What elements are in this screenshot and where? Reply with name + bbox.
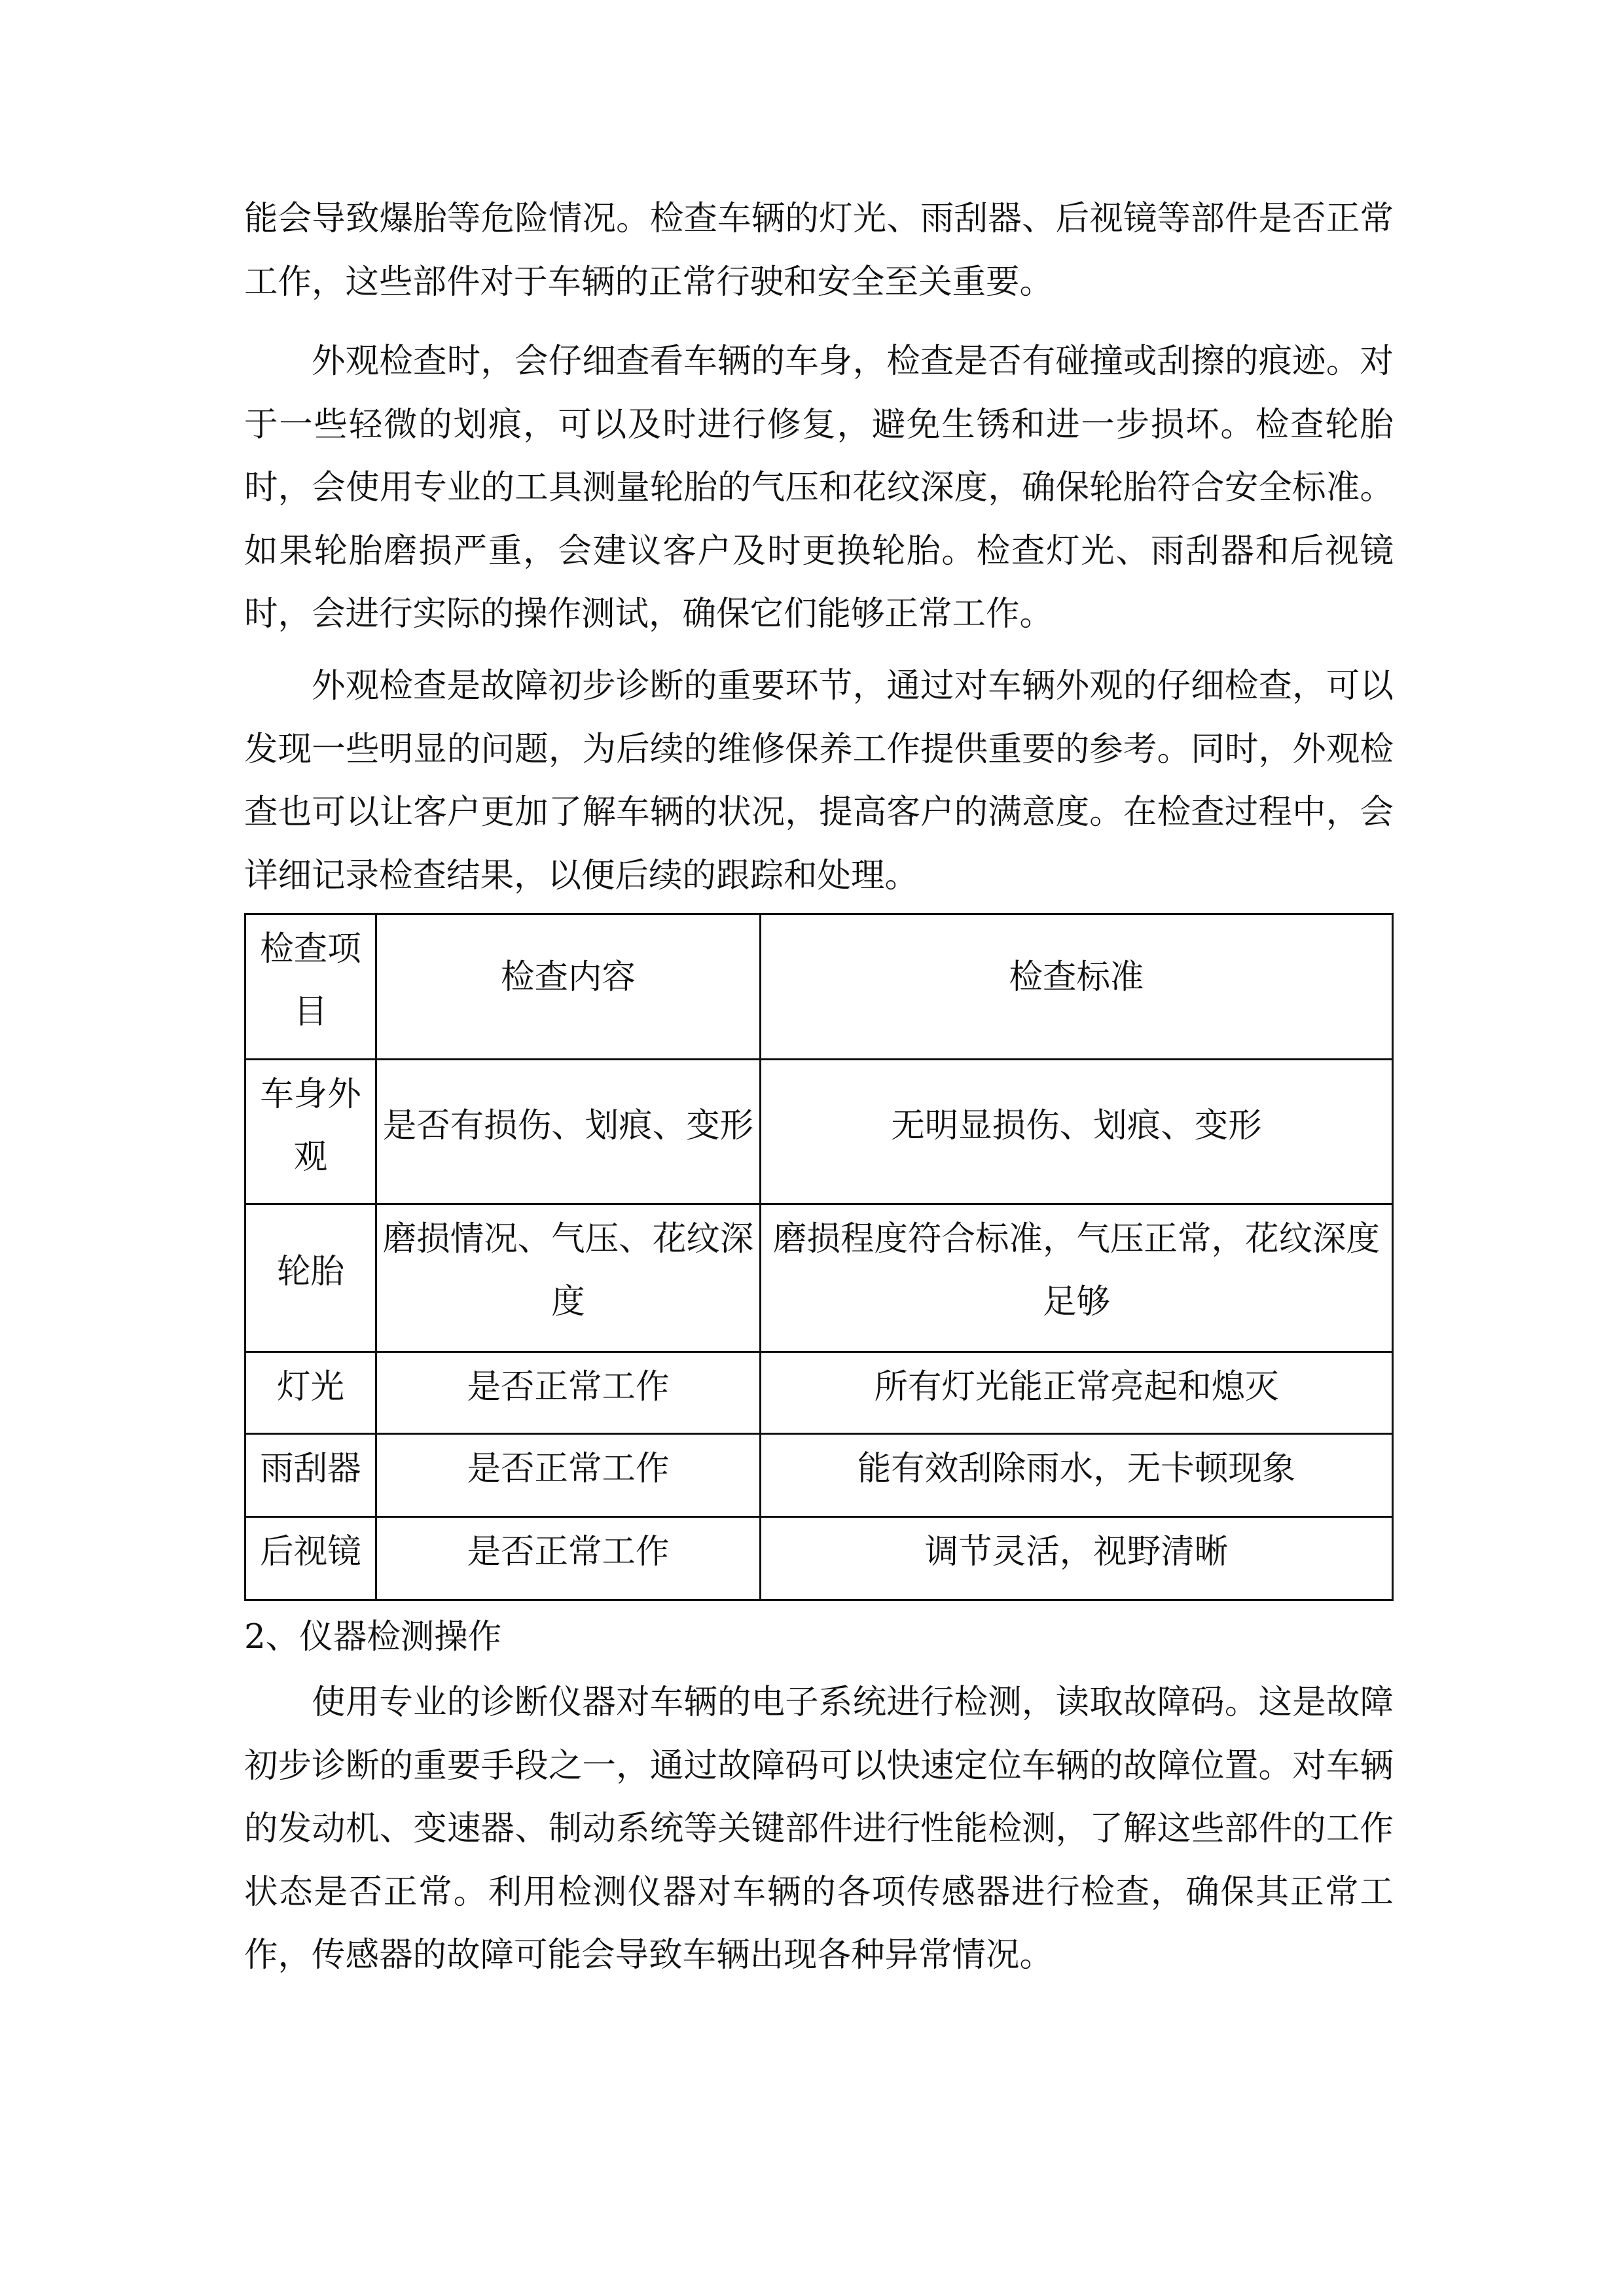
cell-item xyxy=(245,1204,376,1352)
cell-item xyxy=(245,1517,376,1600)
paragraph-continuation xyxy=(244,187,1394,314)
cell-content xyxy=(376,1060,761,1204)
table-row xyxy=(245,1434,1393,1517)
cell-content xyxy=(376,1204,761,1352)
cell-item xyxy=(245,1352,376,1434)
cell-text: 所有灯光能正常亮起和熄灭 xyxy=(874,1367,1279,1407)
cell-text: 后视镜 xyxy=(260,1532,361,1571)
section-heading-text: 2、仪器检测操作 xyxy=(244,1617,502,1657)
paragraph-text: 能会导致爆胎等危险情况。检查车辆的灯光、雨刮器、后视镜等部件是否正常工作，这些部件对于车辆的正常行驶和安全至关重要。 xyxy=(244,199,1394,302)
cell-text: 能有效刮除雨水，无卡顿现象 xyxy=(857,1449,1296,1488)
header-cell-standard xyxy=(761,914,1393,1060)
cell-text: 灯光 xyxy=(276,1367,344,1407)
cell-standard xyxy=(761,1060,1393,1204)
header-label: 检查项目 xyxy=(260,929,361,1031)
cell-content xyxy=(376,1352,761,1434)
paragraph-text: 外观检查是故障初步诊断的重要环节，通过对车辆外观的仔细检查，可以发现一些明显的问题，为后续的维修保养工作提供重要的参考。同时，外观检查也可以让客户更加了解车辆的状况，提高客户的满意度。在检查过程中，会详细记录检查结果，以便后续的跟踪和处理。 xyxy=(244,666,1394,895)
table-row xyxy=(245,1060,1393,1204)
header-label: 检查标准 xyxy=(1009,957,1144,997)
header-cell-content xyxy=(376,914,761,1060)
header-cell-item xyxy=(245,914,376,1060)
cell-text: 调节灵活，视野清晰 xyxy=(924,1532,1229,1571)
paragraph-instrument-check xyxy=(244,1671,1394,1987)
cell-text: 磨损情况、气压、花纹深度 xyxy=(382,1219,754,1321)
paragraph-text: 外观检查时，会仔细查看车辆的车身，检查是否有碰撞或刮擦的痕迹。对于一些轻微的划痕，可以及时进行修复，避免生锈和进一步损坏。检查轮胎时，会使用专业的工具测量轮胎的气压和花纹深度，确保轮胎符合安全标准。如果轮胎磨损严重，会建议客户及时更换轮胎。检查灯光、雨刮器和后视镜时，会进行实际的操作测试，确保它们能够正常工作。 xyxy=(244,342,1394,634)
cell-standard xyxy=(761,1517,1393,1600)
cell-text: 是否正常工作 xyxy=(467,1449,670,1488)
cell-text: 是否正常工作 xyxy=(467,1532,670,1571)
inspection-table xyxy=(244,913,1394,1601)
paragraph-exterior-check xyxy=(244,330,1394,646)
cell-content xyxy=(376,1434,761,1517)
cell-text: 是否有损伤、划痕、变形 xyxy=(382,1106,754,1145)
table-row xyxy=(245,1517,1393,1600)
table-row xyxy=(245,1204,1393,1352)
cell-content xyxy=(376,1517,761,1600)
cell-standard xyxy=(761,1204,1393,1352)
cell-item xyxy=(245,1434,376,1517)
paragraph-text: 使用专业的诊断仪器对车辆的电子系统进行检测，读取故障码。这是故障初步诊断的重要手段之一，通过故障码可以快速定位车辆的故障位置。对车辆的发动机、变速器、制动系统等关键部件进行性能检测，了解这些部件的工作状态是否正常。利用检测仪器对车辆的各项传感器进行检查，确保其正常工作，传感器的故障可能会导致车辆出现各种异常情况。 xyxy=(244,1683,1394,1975)
section-heading xyxy=(244,1605,1394,1669)
table-header-row xyxy=(245,914,1393,1060)
cell-standard xyxy=(761,1434,1393,1517)
cell-text: 磨损程度符合标准，气压正常，花纹深度足够 xyxy=(772,1219,1380,1321)
header-label: 检查内容 xyxy=(500,957,636,997)
cell-item xyxy=(245,1060,376,1204)
cell-text: 雨刮器 xyxy=(260,1449,361,1488)
cell-standard xyxy=(761,1352,1393,1434)
cell-text: 无明显损伤、划痕、变形 xyxy=(891,1106,1262,1145)
cell-text: 是否正常工作 xyxy=(467,1367,670,1407)
paragraph-exterior-importance xyxy=(244,655,1394,907)
cell-text: 车身外观 xyxy=(260,1075,361,1177)
table-row xyxy=(245,1352,1393,1434)
cell-text: 轮胎 xyxy=(276,1251,344,1291)
